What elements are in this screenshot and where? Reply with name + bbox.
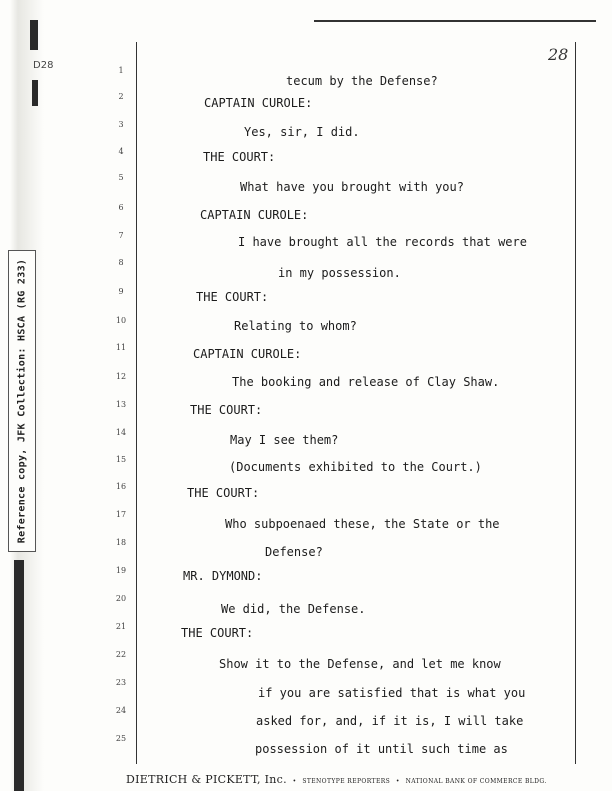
transcript-line: Who subpoenaed these, the State or the [225, 517, 500, 531]
line-number: 23 [115, 678, 127, 687]
speaker-label: THE COURT: [187, 486, 260, 500]
line-number: 19 [115, 566, 127, 575]
line-number: 11 [115, 343, 127, 352]
line-number: 13 [115, 400, 127, 409]
transcript-line: if you are satisfied that is what you [258, 686, 526, 700]
line-number: 3 [118, 120, 124, 129]
transcript-line: tecum by the Defense? [286, 74, 438, 88]
speaker-label: THE COURT: [203, 150, 276, 164]
scan-artifact [30, 20, 38, 50]
document-id: D28 [33, 60, 54, 71]
scan-artifact [32, 80, 38, 106]
line-number: 15 [115, 455, 127, 464]
line-number: 21 [115, 622, 127, 631]
line-number: 18 [115, 538, 127, 547]
collection-stamp-text: Reference copy, JFK Collection: HSCA (RG 233) [16, 258, 28, 544]
transcript-line: asked for, and, if it is, I will take [256, 714, 524, 728]
footer-firm: DIETRICH & PICKETT, Inc. [126, 773, 287, 786]
speaker-label: THE COURT: [181, 626, 254, 640]
transcript-line: What have you brought with you? [240, 180, 464, 194]
line-number: 16 [115, 482, 127, 491]
line-number: 7 [118, 231, 124, 240]
footer-service: STENOTYPE REPORTERS [302, 778, 391, 785]
speaker-label: CAPTAIN CUROLE: [193, 347, 302, 361]
line-number: 2 [118, 92, 124, 101]
line-number: 17 [115, 510, 127, 519]
line-number: 12 [115, 372, 127, 381]
transcript-line: Defense? [265, 545, 323, 559]
transcript-line: Relating to whom? [234, 319, 357, 333]
speaker-label: THE COURT: [190, 403, 263, 417]
line-number: 6 [118, 203, 124, 212]
transcript-line: in my possession. [278, 266, 401, 280]
frame-top-rule [314, 20, 596, 22]
line-number: 8 [118, 258, 124, 267]
transcript-line: I have brought all the records that were [238, 235, 527, 249]
speaker-label: CAPTAIN CUROLE: [200, 208, 309, 222]
scan-artifact [14, 560, 24, 791]
line-number: 22 [115, 650, 127, 659]
speaker-label: THE COURT: [196, 290, 269, 304]
line-number: 24 [115, 706, 127, 715]
speaker-label: MR. DYMOND: [183, 569, 263, 583]
line-number: 10 [115, 316, 127, 325]
transcript-line: possession of it until such time as [255, 742, 508, 756]
page-number: 28 [548, 45, 569, 64]
reporter-footer [126, 773, 547, 786]
transcript-line: May I see them? [230, 433, 339, 447]
footer-separator: • [395, 778, 400, 785]
transcript-line: The booking and release of Clay Shaw. [232, 375, 500, 389]
footer-separator: • [292, 778, 297, 785]
collection-stamp [8, 250, 36, 552]
footer-address: NATIONAL BANK OF COMMERCE BLDG. [405, 778, 547, 785]
line-number: 9 [118, 287, 124, 296]
line-number: 5 [118, 173, 124, 182]
line-number: 25 [115, 734, 127, 743]
line-number: 4 [118, 147, 124, 156]
transcript-line: Show it to the Defense, and let me know [219, 657, 501, 671]
transcript-line: (Documents exhibited to the Court.) [229, 460, 482, 474]
line-number: 20 [115, 594, 127, 603]
speaker-label: CAPTAIN CUROLE: [204, 96, 313, 110]
transcript-line: We did, the Defense. [221, 602, 366, 616]
line-number: 1 [118, 66, 124, 75]
transcript-line: Yes, sir, I did. [244, 125, 360, 139]
line-number: 14 [115, 428, 127, 437]
